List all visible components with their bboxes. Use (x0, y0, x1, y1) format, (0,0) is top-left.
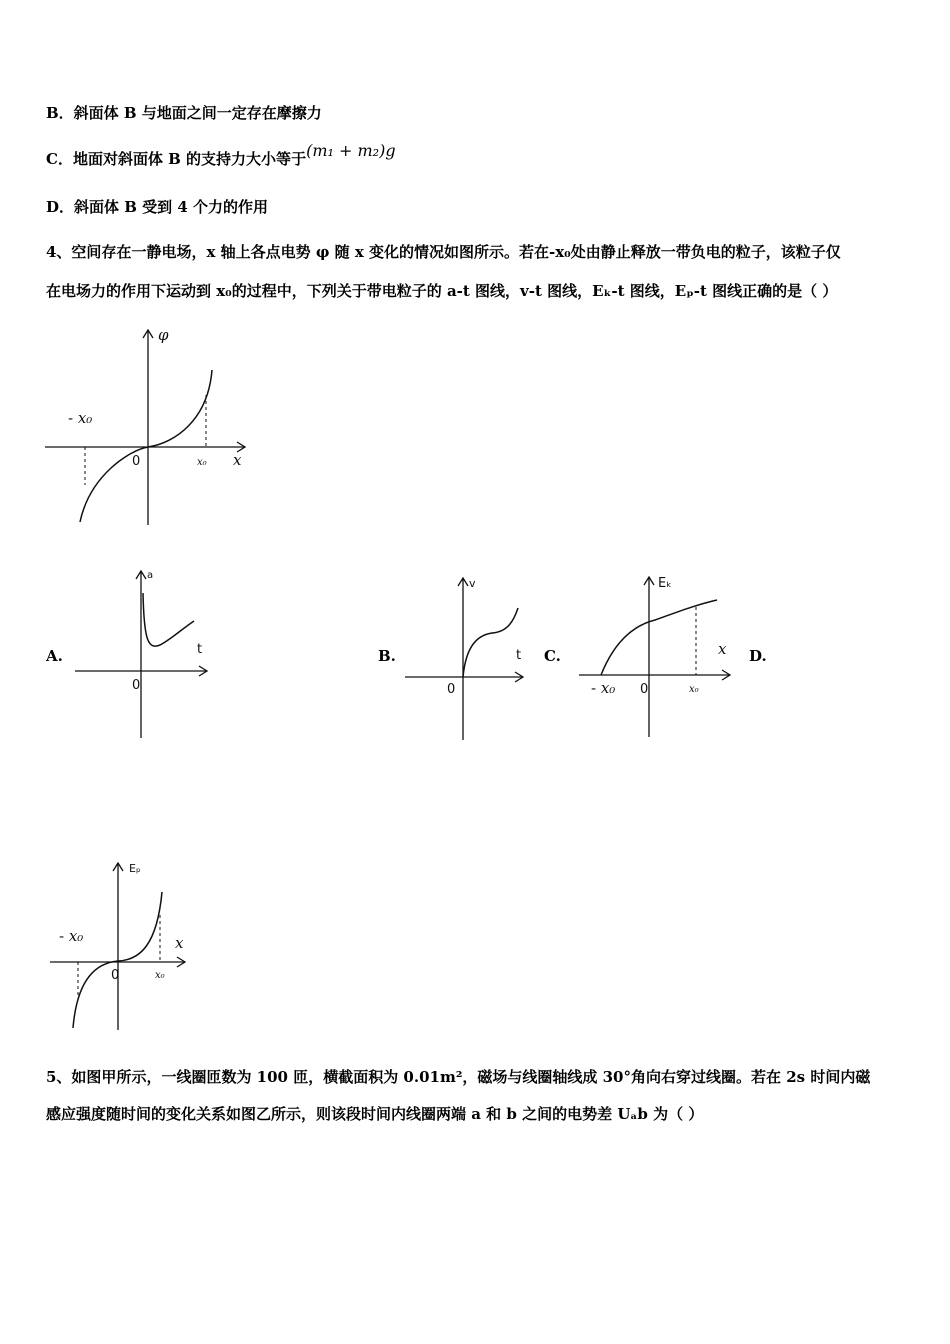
ek-x-curve (601, 600, 717, 675)
y-axis-label: Eₚ (129, 862, 141, 875)
option-c-graph (575, 565, 740, 740)
origin-label: 0 (111, 968, 120, 983)
q4-stem-line2: 在电场力的作用下运动到 x₀的过程中，下列关于带电粒子的 a-t 图线，v-t 图线，Eₖ-t 图线，Eₚ-t 图线正确的是（ ） (46, 282, 838, 300)
q4-stem-line1: 4、空间存在一静电场，x 轴上各点电势 φ 随 x 变化的情况如图所示。若在-x₀处由静止释放一带负电的粒子，该粒子仅 (46, 243, 841, 261)
y-axis-label: a (147, 570, 154, 581)
option-c-letter: C. (544, 647, 561, 665)
x-axis-label: x (175, 934, 184, 952)
option-a-graph (70, 565, 215, 740)
a-t-curve (143, 593, 194, 646)
neg-x0-label: - x₀ (591, 679, 616, 697)
phi-x-graph (40, 325, 260, 530)
q3-option-c-formula: (m₁ + m₂)g (306, 141, 396, 160)
y-axis-label: Eₖ (658, 576, 672, 591)
neg-x0-label: - x₀ (68, 409, 93, 427)
y-axis-label: v (469, 577, 476, 590)
phi-curve (80, 370, 212, 522)
option-b-graph (400, 570, 535, 742)
q5-stem-line1: 5、如图甲所示，一线圈匝数为 100 匝，横截面积为 0.01m²，磁场与线圈轴线成 30°角向右穿过线圈。若在 2s 时间内磁 (46, 1068, 871, 1086)
q3-option-c-text: C．地面对斜面体 B 的支持力大小等于 (46, 150, 307, 168)
x-axis-label: t (197, 642, 203, 657)
neg-x0-label: - x₀ (59, 927, 84, 945)
q5-stem-line2: 感应强度随时间的变化关系如图乙所示，则该段时间内线圈两端 a 和 b 之间的电势差 Uₐb 为（ ） (46, 1105, 704, 1123)
option-b-letter: B. (378, 647, 396, 665)
q3-option-c (46, 141, 396, 169)
origin-label: 0 (132, 454, 141, 469)
x-axis-label: x (233, 451, 242, 469)
pos-x0-label: x₀ (197, 457, 207, 468)
pos-x0-label: x₀ (155, 970, 165, 981)
y-axis-label: φ (158, 326, 169, 344)
origin-label: 0 (132, 678, 141, 693)
pos-x0-label: x₀ (689, 684, 699, 695)
option-d-letter: D. (749, 647, 767, 665)
option-d-graph (45, 855, 195, 1035)
x-axis-label: x (718, 640, 727, 658)
origin-label: 0 (640, 682, 649, 697)
x-axis-label: t (516, 648, 522, 663)
v-t-curve (463, 608, 518, 677)
origin-label: 0 (447, 682, 456, 697)
option-a-letter: A. (46, 647, 63, 665)
q3-option-b: B．斜面体 B 与地面之间一定存在摩擦力 (46, 104, 322, 122)
q3-option-d: D．斜面体 B 受到 4 个力的作用 (46, 198, 269, 216)
